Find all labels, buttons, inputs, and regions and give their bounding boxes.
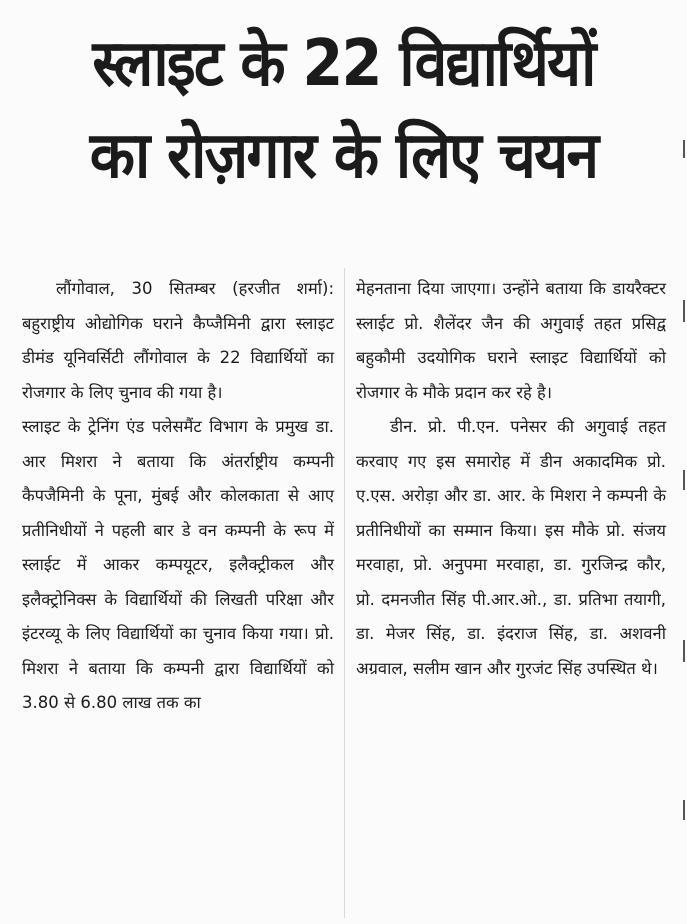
article-paragraph: मेहनताना दिया जाएगा। उन्होंने बताया कि डायरैक्टर स्लाईट प्रो. शैलेंदर जैन की अगुवाई तहत प्रसिद्व बहुकौमी उदयोगिक घराने स्लाइट विद्यार्थियों को रोजगार के मौके प्रदान कर रहे है। bbox=[356, 279, 666, 402]
article-column-right bbox=[356, 272, 666, 686]
headline-line-2: का रोज़गार के लिए चयन bbox=[89, 119, 598, 193]
article-paragraph-dateline: लौंगोवाल, 30 सितम्बर (हरजीत शर्मा): बहुराष्ट्रीय ओद्योगिक घराने कैप्जैमिनी द्वारा स्लाइट डीमंड यूनिवर्सिटी लौंगोवाल के 22 विद्यार्थियों का रोजगार के लिए चुनाव की गया है। bbox=[22, 279, 334, 402]
article-paragraph: डीन. प्रो. पी.एन. पनेसर की अगुवाई तहत करवाए गए इस समारोह में डीन अकादमिक प्रो. ए.एस. अरोड़ा और डा. आर. के मिशरा ने कम्पनी के प्रतीनिधीयों का सम्मान किया। इस मौके प्रो. संजय मरवाहा, प्रो. अनुपमा मरवाहा, डा. गुरजिन्द्र कौर, प्रो. दमनजीत सिंह पी.आर.ओ., डा. प्रतिभा तयागी, डा. मेजर सिंह, डा. इंदराज सिंह, डा. अशवनी अग्रवाल, सलीम खान और गुरजंट सिंह उपस्थित थे। bbox=[356, 417, 666, 678]
column-divider bbox=[344, 268, 345, 918]
article-paragraph: स्लाइट के ट्रेनिंग एंड पलेसमैंट विभाग के प्रमुख डा. आर मिशरा ने बताया कि अंतर्राष्ट्रीय कम्पनी कैपजैमिनी के पूना, मुंबई और कोलकाता से आए प्रतीनिधीयों ने पहली बार डे वन कम्पनी के रूप में स्लाईट में आकर कम्पयूटर, इलैक्ट्रीकल और इलैक्ट्रोनिक्स के विद्यार्थियों की लिखती परिक्षा और इंटरव्यू के लिए विद्यार्थियों का चुनाव किया गया। प्रो. मिशरा ने बताया कि कम्पनी द्वारा विद्यार्थियों को 3.80 से 6.80 लाख तक का bbox=[22, 417, 334, 712]
adjacent-column-edge bbox=[683, 140, 685, 158]
adjacent-column-edge bbox=[683, 800, 685, 820]
adjacent-column-edge bbox=[683, 300, 685, 322]
headline bbox=[0, 18, 687, 202]
adjacent-column-edge bbox=[683, 470, 685, 490]
headline-line-1: स्लाइट के 22 विद्यार्थियों bbox=[92, 27, 595, 101]
article-column-left bbox=[22, 272, 334, 721]
adjacent-column-edge bbox=[683, 640, 685, 662]
